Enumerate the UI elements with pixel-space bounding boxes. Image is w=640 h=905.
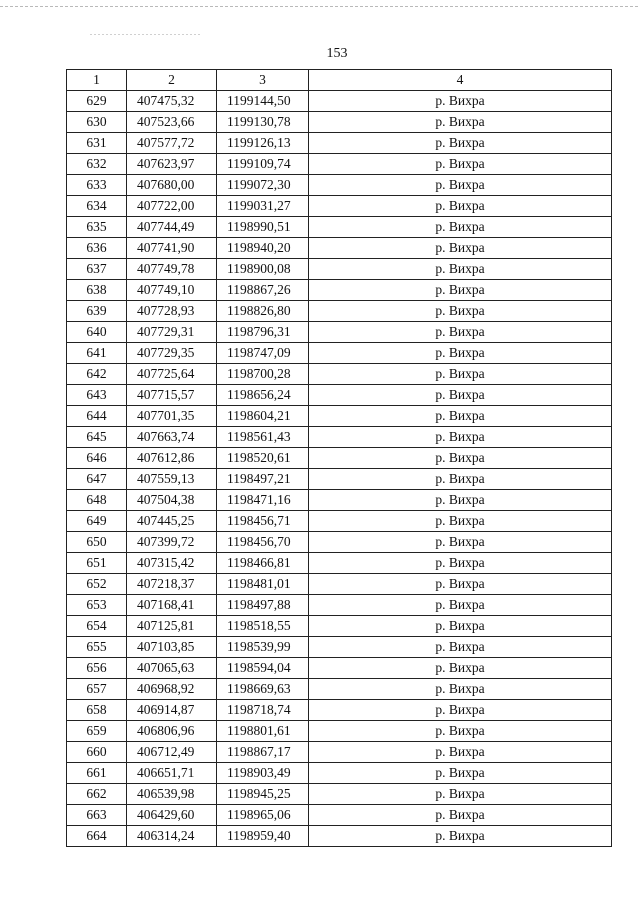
y-coordinate-cell: 1198561,43 [217, 427, 309, 448]
table-row [67, 154, 612, 175]
description-cell: р. Вихра [309, 154, 612, 175]
point-number-cell: 655 [67, 637, 127, 658]
x-coordinate-cell: 407559,13 [127, 469, 217, 490]
x-coordinate-cell: 406314,24 [127, 826, 217, 847]
x-coordinate-cell: 407125,81 [127, 616, 217, 637]
table-header-row [67, 70, 612, 91]
x-coordinate-cell: 407399,72 [127, 532, 217, 553]
description-cell: р. Вихра [309, 805, 612, 826]
point-number-cell: 633 [67, 175, 127, 196]
table-row [67, 406, 612, 427]
y-coordinate-cell: 1198903,49 [217, 763, 309, 784]
y-coordinate-cell: 1198520,61 [217, 448, 309, 469]
table-row [67, 679, 612, 700]
point-number-cell: 662 [67, 784, 127, 805]
x-coordinate-cell: 406651,71 [127, 763, 217, 784]
description-cell: р. Вихра [309, 742, 612, 763]
point-number-cell: 658 [67, 700, 127, 721]
description-cell: р. Вихра [309, 448, 612, 469]
table-row [67, 175, 612, 196]
page-number: 153 [326, 46, 348, 61]
table-row [67, 574, 612, 595]
description-cell: р. Вихра [309, 217, 612, 238]
table-row [67, 553, 612, 574]
y-coordinate-cell: 1198801,61 [217, 721, 309, 742]
point-number-cell: 639 [67, 301, 127, 322]
table-row [67, 826, 612, 847]
x-coordinate-cell: 407523,66 [127, 112, 217, 133]
table-row [67, 259, 612, 280]
y-coordinate-cell: 1198456,71 [217, 511, 309, 532]
point-number-cell: 656 [67, 658, 127, 679]
y-coordinate-cell: 1198945,25 [217, 784, 309, 805]
table-row [67, 301, 612, 322]
table-row [67, 658, 612, 679]
x-coordinate-cell: 406539,98 [127, 784, 217, 805]
y-coordinate-cell: 1198826,80 [217, 301, 309, 322]
description-cell: р. Вихра [309, 490, 612, 511]
point-number-cell: 630 [67, 112, 127, 133]
y-coordinate-cell: 1198867,17 [217, 742, 309, 763]
y-coordinate-cell: 1199126,13 [217, 133, 309, 154]
description-cell: р. Вихра [309, 826, 612, 847]
y-coordinate-cell: 1198796,31 [217, 322, 309, 343]
y-coordinate-cell: 1199130,78 [217, 112, 309, 133]
x-coordinate-cell: 407741,90 [127, 238, 217, 259]
x-coordinate-cell: 407612,86 [127, 448, 217, 469]
x-coordinate-cell: 407577,72 [127, 133, 217, 154]
x-coordinate-cell: 407445,25 [127, 511, 217, 532]
x-coordinate-cell: 407218,37 [127, 574, 217, 595]
y-coordinate-cell: 1198747,09 [217, 343, 309, 364]
description-cell: р. Вихра [309, 784, 612, 805]
point-number-cell: 632 [67, 154, 127, 175]
x-coordinate-cell: 407744,49 [127, 217, 217, 238]
description-cell: р. Вихра [309, 763, 612, 784]
description-cell: р. Вихра [309, 91, 612, 112]
description-cell: р. Вихра [309, 616, 612, 637]
description-cell: р. Вихра [309, 259, 612, 280]
description-cell: р. Вихра [309, 658, 612, 679]
table-row [67, 196, 612, 217]
table-row [67, 469, 612, 490]
x-coordinate-cell: 407749,10 [127, 280, 217, 301]
x-coordinate-cell: 406712,49 [127, 742, 217, 763]
description-cell: р. Вихра [309, 700, 612, 721]
point-number-cell: 660 [67, 742, 127, 763]
point-number-cell: 637 [67, 259, 127, 280]
x-coordinate-cell: 407475,32 [127, 91, 217, 112]
column-header-4: 4 [309, 70, 612, 91]
y-coordinate-cell: 1198539,99 [217, 637, 309, 658]
point-number-cell: 649 [67, 511, 127, 532]
table-row [67, 742, 612, 763]
point-number-cell: 634 [67, 196, 127, 217]
point-number-cell: 651 [67, 553, 127, 574]
description-cell: р. Вихра [309, 679, 612, 700]
y-coordinate-cell: 1198497,21 [217, 469, 309, 490]
point-number-cell: 661 [67, 763, 127, 784]
x-coordinate-cell: 406806,96 [127, 721, 217, 742]
description-cell: р. Вихра [309, 385, 612, 406]
description-cell: р. Вихра [309, 301, 612, 322]
point-number-cell: 659 [67, 721, 127, 742]
table-row [67, 385, 612, 406]
x-coordinate-cell: 406914,87 [127, 700, 217, 721]
y-coordinate-cell: 1198497,88 [217, 595, 309, 616]
y-coordinate-cell: 1198518,55 [217, 616, 309, 637]
point-number-cell: 650 [67, 532, 127, 553]
y-coordinate-cell: 1198656,24 [217, 385, 309, 406]
y-coordinate-cell: 1198990,51 [217, 217, 309, 238]
x-coordinate-cell: 407680,00 [127, 175, 217, 196]
x-coordinate-cell: 406429,60 [127, 805, 217, 826]
y-coordinate-cell: 1198965,06 [217, 805, 309, 826]
point-number-cell: 641 [67, 343, 127, 364]
description-cell: р. Вихра [309, 721, 612, 742]
x-coordinate-cell: 406968,92 [127, 679, 217, 700]
point-number-cell: 635 [67, 217, 127, 238]
description-cell: р. Вихра [309, 322, 612, 343]
description-cell: р. Вихра [309, 112, 612, 133]
table-row [67, 280, 612, 301]
x-coordinate-cell: 407728,93 [127, 301, 217, 322]
x-coordinate-cell: 407663,74 [127, 427, 217, 448]
table-row [67, 217, 612, 238]
y-coordinate-cell: 1198669,63 [217, 679, 309, 700]
x-coordinate-cell: 407168,41 [127, 595, 217, 616]
column-header-2: 2 [127, 70, 217, 91]
x-coordinate-cell: 407725,64 [127, 364, 217, 385]
y-coordinate-cell: 1198471,16 [217, 490, 309, 511]
table-row [67, 112, 612, 133]
point-number-cell: 645 [67, 427, 127, 448]
y-coordinate-cell: 1198456,70 [217, 532, 309, 553]
y-coordinate-cell: 1198604,21 [217, 406, 309, 427]
point-number-cell: 631 [67, 133, 127, 154]
table-row [67, 238, 612, 259]
point-number-cell: 654 [67, 616, 127, 637]
x-coordinate-cell: 407749,78 [127, 259, 217, 280]
table-row [67, 721, 612, 742]
coordinates-table [66, 69, 612, 847]
x-coordinate-cell: 407623,97 [127, 154, 217, 175]
table-row [67, 616, 612, 637]
description-cell: р. Вихра [309, 196, 612, 217]
table-row [67, 343, 612, 364]
y-coordinate-cell: 1198900,08 [217, 259, 309, 280]
description-cell: р. Вихра [309, 595, 612, 616]
y-coordinate-cell: 1198718,74 [217, 700, 309, 721]
table-row [67, 532, 612, 553]
table-row [67, 595, 612, 616]
y-coordinate-cell: 1198481,01 [217, 574, 309, 595]
table-row [67, 322, 612, 343]
table-row [67, 700, 612, 721]
point-number-cell: 636 [67, 238, 127, 259]
point-number-cell: 646 [67, 448, 127, 469]
x-coordinate-cell: 407701,35 [127, 406, 217, 427]
x-coordinate-cell: 407722,00 [127, 196, 217, 217]
y-coordinate-cell: 1199031,27 [217, 196, 309, 217]
point-number-cell: 664 [67, 826, 127, 847]
x-coordinate-cell: 407715,57 [127, 385, 217, 406]
description-cell: р. Вихра [309, 511, 612, 532]
description-cell: р. Вихра [309, 343, 612, 364]
description-cell: р. Вихра [309, 574, 612, 595]
y-coordinate-cell: 1198594,04 [217, 658, 309, 679]
table-row [67, 784, 612, 805]
table-row [67, 805, 612, 826]
y-coordinate-cell: 1198959,40 [217, 826, 309, 847]
x-coordinate-cell: 407729,35 [127, 343, 217, 364]
table-row [67, 490, 612, 511]
point-number-cell: 657 [67, 679, 127, 700]
x-coordinate-cell: 407103,85 [127, 637, 217, 658]
point-number-cell: 629 [67, 91, 127, 112]
table-row [67, 763, 612, 784]
point-number-cell: 642 [67, 364, 127, 385]
y-coordinate-cell: 1199072,30 [217, 175, 309, 196]
point-number-cell: 663 [67, 805, 127, 826]
y-coordinate-cell: 1198867,26 [217, 280, 309, 301]
scan-top-rule [0, 6, 640, 7]
y-coordinate-cell: 1198940,20 [217, 238, 309, 259]
x-coordinate-cell: 407315,42 [127, 553, 217, 574]
point-number-cell: 647 [67, 469, 127, 490]
table-body [67, 91, 612, 847]
column-header-1: 1 [67, 70, 127, 91]
description-cell: р. Вихра [309, 175, 612, 196]
y-coordinate-cell: 1199109,74 [217, 154, 309, 175]
table-row [67, 637, 612, 658]
column-header-3: 3 [217, 70, 309, 91]
table-row [67, 427, 612, 448]
x-coordinate-cell: 407504,38 [127, 490, 217, 511]
scan-faint-rule [90, 34, 200, 35]
description-cell: р. Вихра [309, 133, 612, 154]
x-coordinate-cell: 407065,63 [127, 658, 217, 679]
table-row [67, 364, 612, 385]
description-cell: р. Вихра [309, 364, 612, 385]
description-cell: р. Вихра [309, 553, 612, 574]
point-number-cell: 638 [67, 280, 127, 301]
point-number-cell: 652 [67, 574, 127, 595]
table-row [67, 91, 612, 112]
y-coordinate-cell: 1198466,81 [217, 553, 309, 574]
point-number-cell: 644 [67, 406, 127, 427]
description-cell: р. Вихра [309, 238, 612, 259]
point-number-cell: 640 [67, 322, 127, 343]
y-coordinate-cell: 1198700,28 [217, 364, 309, 385]
y-coordinate-cell: 1199144,50 [217, 91, 309, 112]
table-row [67, 133, 612, 154]
description-cell: р. Вихра [309, 406, 612, 427]
point-number-cell: 643 [67, 385, 127, 406]
x-coordinate-cell: 407729,31 [127, 322, 217, 343]
description-cell: р. Вихра [309, 637, 612, 658]
point-number-cell: 648 [67, 490, 127, 511]
description-cell: р. Вихра [309, 427, 612, 448]
point-number-cell: 653 [67, 595, 127, 616]
table-row [67, 511, 612, 532]
description-cell: р. Вихра [309, 280, 612, 301]
table-row [67, 448, 612, 469]
description-cell: р. Вихра [309, 532, 612, 553]
description-cell: р. Вихра [309, 469, 612, 490]
